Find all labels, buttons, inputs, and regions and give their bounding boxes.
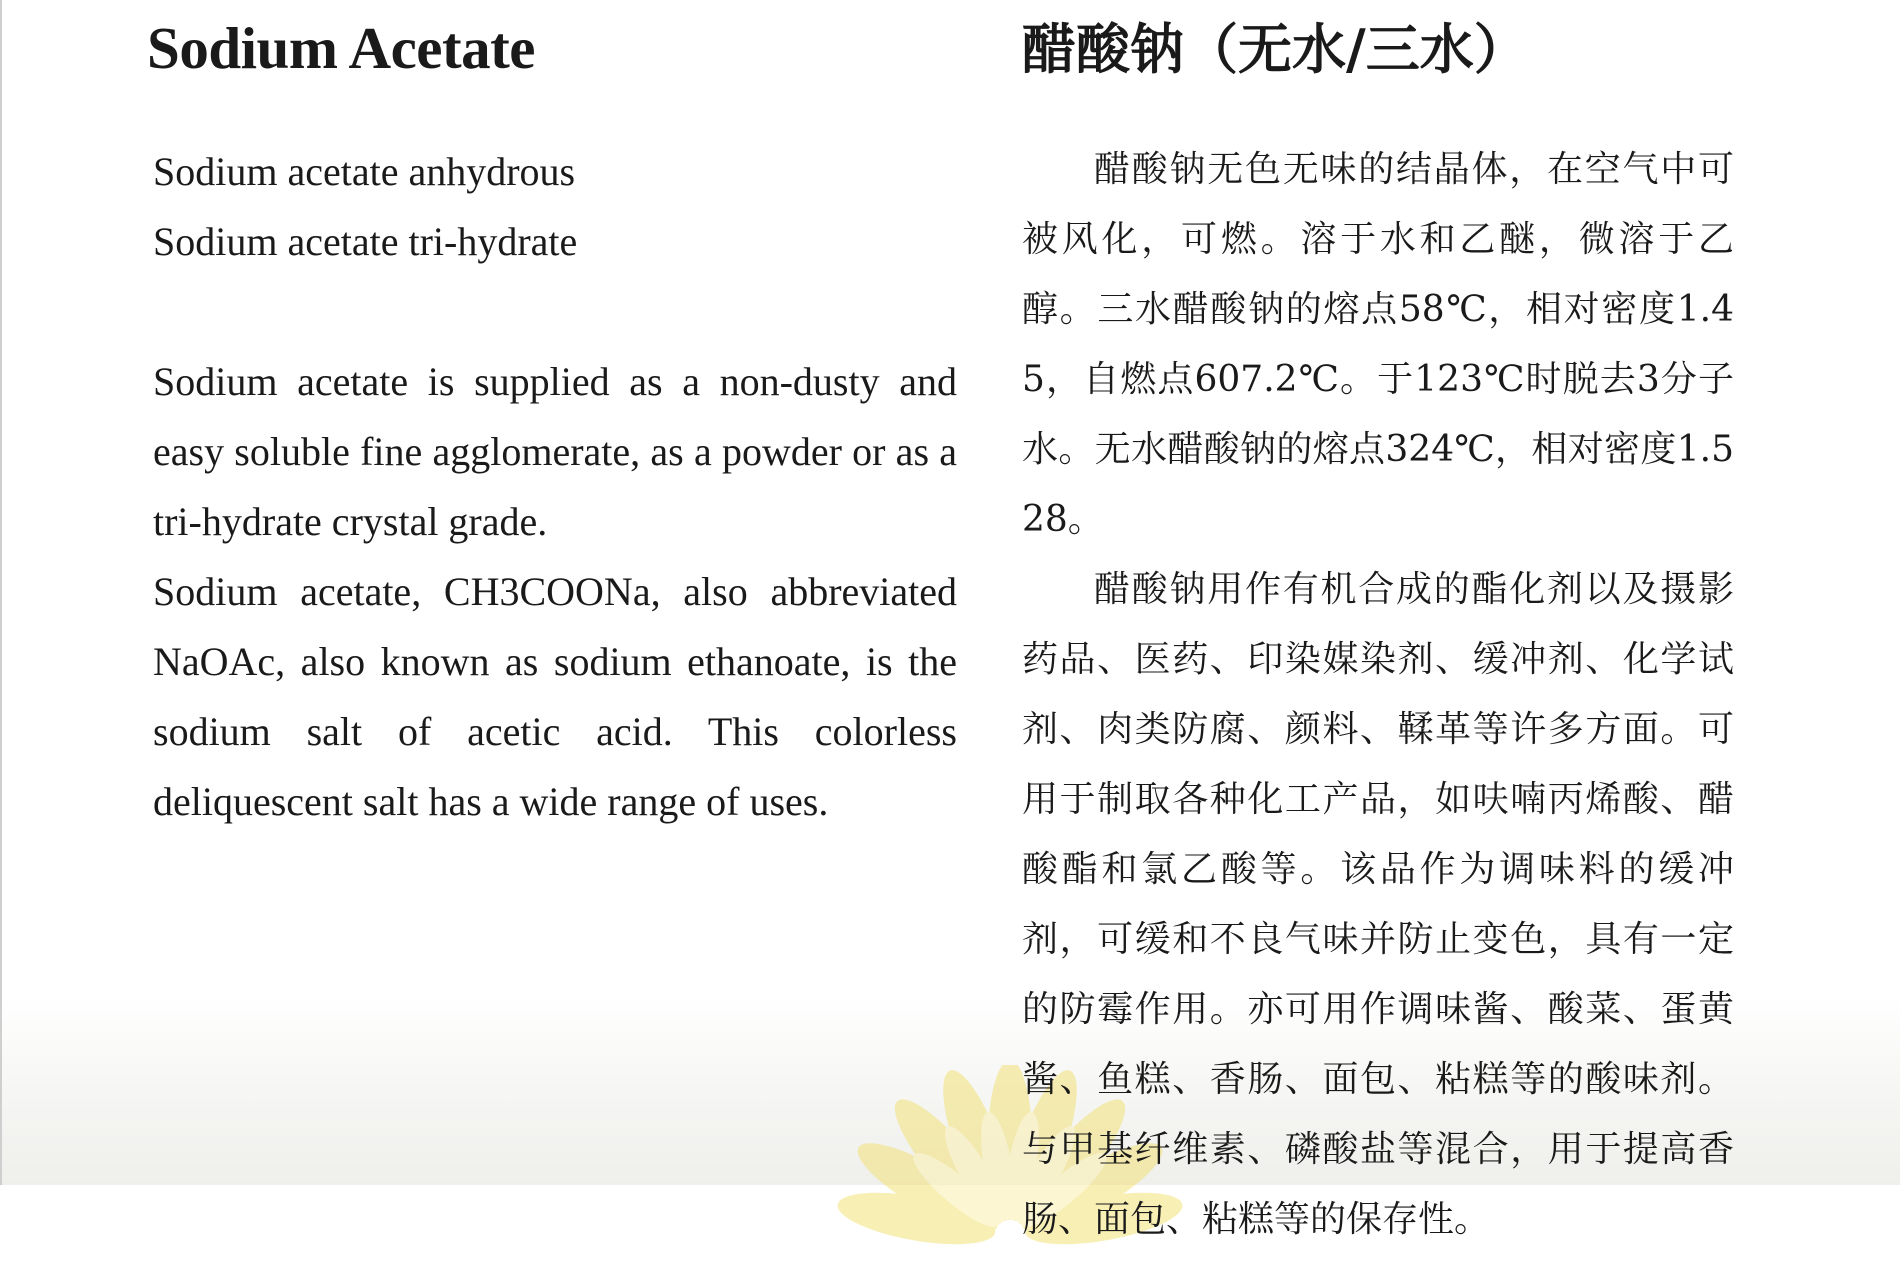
chinese-paragraph-uses: 醋酸钠用作有机合成的酯化剂以及摄影药品、医药、印染媒染剂、缓冲剂、化学试剂、肉类防腐、颜料、鞣革等许多方面。可用于制取各种化工产品，如呋喃丙烯酸、醋酸酯和氯乙酸等。该品作为调味料的缓冲剂，可缓和不良气味并防止变色，具有一定的防霉作用。亦可用作调味酱、酸菜、蛋黄酱、鱼糕、香肠、面包、粘糕等的酸味剂。与甲基纤维素、磷酸盐等混合，用于提高香肠、面包、粘糕等的保存性。 (1022, 569, 1734, 1240)
english-title: Sodium Acetate (147, 15, 535, 81)
product-name-anhydrous: Sodium acetate anhydrous (153, 149, 576, 194)
english-description (153, 347, 957, 837)
product-name-trihydrate: Sodium acetate tri-hydrate (153, 219, 578, 264)
english-product-names (153, 137, 973, 277)
english-paragraph-supply: Sodium acetate is supplied as a non-dusty and easy soluble fine agglomerate, as a powder or as a tri-hydrate crystal grade. (153, 359, 957, 544)
page-edge-divider (0, 0, 2, 1185)
chinese-paragraph-properties: 醋酸钠无色无味的结晶体，在空气中可被风化，可燃。溶于水和乙醚，微溶于乙醇。三水醋酸钠的熔点58℃，相对密度1.45，自燃点607.2℃。于123℃时脱去3分子水。无水醋酸钠的熔点324℃，相对密度1.528。 (1022, 149, 1734, 540)
english-paragraph-definition: Sodium acetate, CH3COONa, also abbreviated NaOAc, also known as sodium ethanoate, is the sodium salt of acetic acid. This colorless deliquescent salt has a wide range of uses. (153, 569, 957, 824)
chinese-title: 醋酸钠（无水/三水） (1022, 18, 1528, 81)
chinese-description (1022, 135, 1734, 1255)
